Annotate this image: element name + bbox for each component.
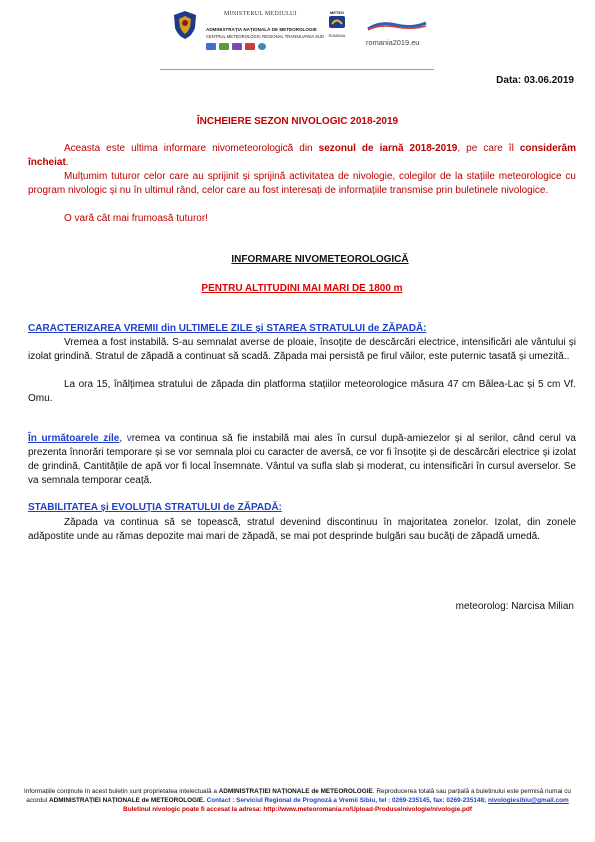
romania2019-flag-icon bbox=[366, 21, 428, 31]
meteo-logo-icon bbox=[329, 16, 345, 28]
intro-paragraph-1: Aceasta este ultima informare nivometeorologică din sezonul de iarnă 2018-2019, pe care îl considerăm încheiat. bbox=[28, 143, 576, 168]
stability-heading: STABILITATEA și EVOLUȚIA STRATULUI de ZĂPADĂ: bbox=[28, 502, 282, 513]
section-subtitle: PENTRU ALTITUDINI MAI MARI DE 1800 m bbox=[201, 283, 403, 294]
closed-text: considerăm încheiat bbox=[28, 143, 576, 168]
administration-name: ADMINISTRAȚIA NAȚIONALĂ DE METEOROLOGIE bbox=[206, 27, 317, 32]
romania2019-logo bbox=[366, 18, 436, 47]
weather-paragraph-2: La ora 15, înălțimea stratului de zăpada din platforma stațiilor meteorologice măsura 47 cm Bâlea-Lac și 5 cm Vf. Omu. bbox=[28, 379, 576, 404]
contact-email-link[interactable]: nivologiesibiu@gmail.com bbox=[487, 797, 569, 804]
section-title: INFORMARE NIVOMETEOROLOGICĂ bbox=[231, 254, 409, 265]
badge-icon bbox=[245, 43, 255, 50]
contact-info: Contact : Serviciul Regional de Prognoză a Vremii Sibiu, tel : 0269-235145, fax: 0269-235148; bbox=[204, 797, 488, 804]
romanian-coat-of-arms-icon bbox=[172, 10, 198, 40]
meteo-logo-country: ROMANIA bbox=[328, 34, 346, 38]
badge-icon bbox=[219, 43, 229, 50]
badge-icon bbox=[232, 43, 242, 50]
season-text: sezonul de iarnă 2018-2019 bbox=[318, 143, 458, 154]
page-title: ÎNCHEIERE SEZON NIVOLOGIC 2018-2019 bbox=[196, 116, 399, 127]
forecast-paragraph: În următoarele zile, vremea va continua să fie instabilă mai ales în cursul după-amiezelor și al serilor, când cerul va prezenta înnorări temporare și se vor semnala ploi cu caracter de aversă, ce vor fi însoțite și de descărcări electrice și izolat de grindină. Cantitățile de apă vor fi local însemnate. Vântul va sufla slab și moderat, cu intensificări în cursul averselor. Se va semnala temporar ceață. bbox=[28, 433, 576, 486]
stability-paragraph: Zăpada va continua să se topească, stratul devenind discontinuu în majoritatea zonelor. Izolat, din zonele adăpostite unde au rămas depozite mai mari de zăpadă, se mai pot desprinde bulgări sau bucăți de zăpadă umedă. bbox=[28, 517, 576, 542]
ministry-block bbox=[206, 11, 326, 50]
ministry-name: MINISTERUL MEDIULUI bbox=[224, 11, 297, 17]
bulletin-url-link[interactable]: Buletinul nivologic poate fi accesat la adresa: http://www.meteoromania.ro/Upload-Produse/nivologie/nivologie.pdf bbox=[123, 806, 472, 813]
certification-badges bbox=[206, 43, 326, 50]
meteo-logo-text: METEO bbox=[329, 10, 345, 15]
header-divider bbox=[160, 69, 434, 70]
weather-heading: CARACTERIZAREA VREMII din ULTIMELE ZILE și STAREA STRATULUI de ZĂPADĂ: bbox=[28, 323, 427, 334]
badge-icon bbox=[206, 43, 216, 50]
footer-notice: Informațiile conținute în acest buletin sunt proprietatea intelectuală a ADMINISTRAȚIEI NAȚIONALE de METEOROLOGIE. Reproducerea totală sau parțială a buletinului este permisă numai cu acordul ADMINISTRAȚIEI NAȚIONALE de METEOROLOGIE. Contact : Serviciul Regional de Prognoză a Vremii Sibiu, tel : 0269-235145, fax: 0269-235148; nivologiesibiu@gmail.com Buletinul nivologic poate fi accesat la adresa: http://www.meteoromania.ro/Upload-Produse/nivologie/nivologie.pdf bbox=[23, 788, 571, 813]
meteo-romania-logo bbox=[325, 10, 349, 38]
weather-paragraph-1: Vremea a fost instabilă. S-au semnalat averse de ploaie, însoțite de descărcări electrice, intensificări ale vântului și izolat grindină. Stratul de zăpadă a continuat să scadă. Zăpada mai persistă pe firul văilor, este puternic tasată și umezită.. bbox=[28, 337, 576, 362]
intro-paragraph-3: O vară cât mai frumoasă tuturor! bbox=[64, 213, 208, 224]
bulletin-date: Data: 03.06.2019 bbox=[496, 75, 574, 86]
letterhead bbox=[160, 8, 435, 68]
romania2019-text: romania2019.eu bbox=[366, 38, 420, 47]
center-name: CENTRUL METEOROLOGIC REGIONAL TRANSILVANIA SUD bbox=[206, 34, 325, 39]
signature: meteorolog: Narcisa Milian bbox=[455, 601, 574, 612]
badge-icon bbox=[258, 43, 266, 50]
forecast-lead: În următoarele zile bbox=[28, 433, 120, 444]
intro-paragraph-2: Mulțumim tuturor celor care au sprijinit și sprijină activitatea de nivologie, colegilor de la stațiile meteorologice cu program nivologic și nu în ultimul rând, celor care au fost interesați de informațiile transmise prin buletinele nivologice. bbox=[28, 171, 576, 196]
